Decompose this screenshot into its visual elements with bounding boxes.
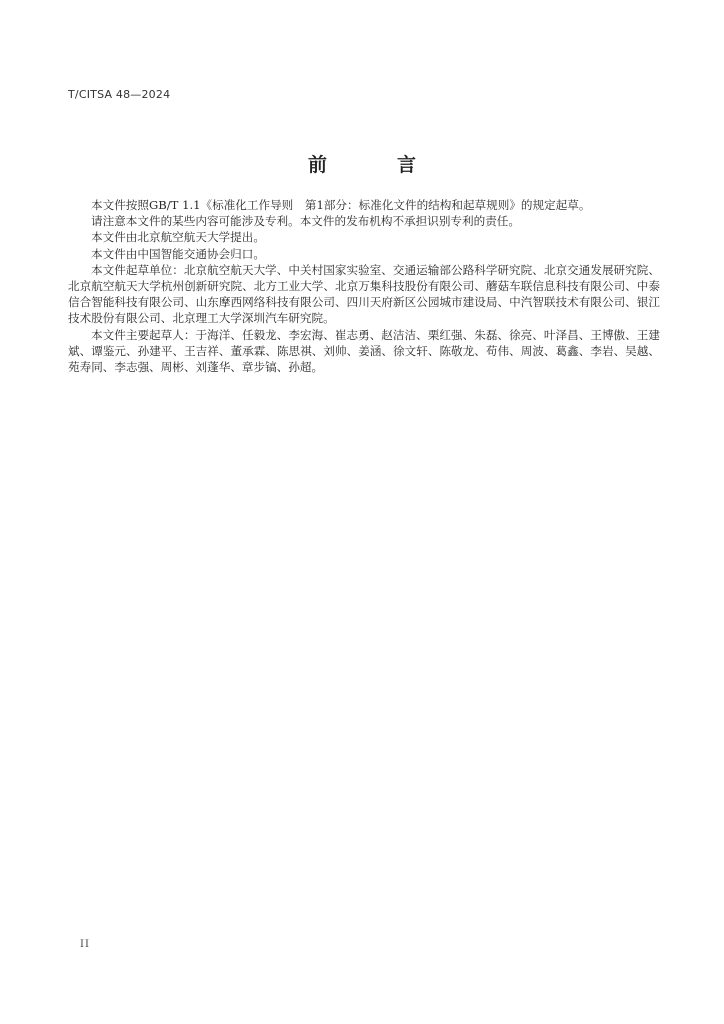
paragraph-main-drafters: 本文件主要起草人：于海洋、任毅龙、李宏海、崔志勇、赵洁洁、栗红强、朱磊、徐亮、叶泽昌、王博傲、王建斌、谭鉴元、孙建平、王吉祥、董承霖、陈思祺、刘帅、姜涵、徐文轩、陈敬龙、苟伟、周波、葛鑫、李岩、吴越、苑寿同、李志强、周彬、刘蓬华、章步镐、孙超。 xyxy=(68,327,660,375)
paragraph-patent-notice: 请注意本文件的某些内容可能涉及专利。本文件的发布机构不承担识别专利的责任。 xyxy=(91,214,520,229)
page-number: II xyxy=(80,939,90,950)
title-char-2: 言 xyxy=(397,154,417,176)
title-char-1: 前 xyxy=(307,154,327,176)
standard-code: T/CITSA 48—2024 xyxy=(68,88,171,101)
paragraph-drafting-units: 本文件起草单位：北京航空航天大学、中关村国家实验室、交通运输部公路科学研究院、北京交通发展研究院、北京航空航天大学杭州创新研究院、北方工业大学、北京万集科技股份有限公司、蘑菇车联信息科技有限公司、中泰信合智能科技有限公司、山东摩西网络科技有限公司、四川天府新区公园城市建设局、中汽智联技术有限公司、银江技术股份有限公司、北京理工大学深圳汽车研究院。 xyxy=(68,262,660,326)
foreword-body xyxy=(68,197,660,375)
paragraph-drafting-rules: 本文件按照GB/T 1.1《标准化工作导则 第1部分：标准化文件的结构和起草规则》的规定起草。 xyxy=(91,198,591,212)
paragraph-administrator: 本文件由中国智能交通协会归口。 xyxy=(91,246,265,261)
page-title xyxy=(0,150,724,177)
paragraph-proposer: 本文件由北京航空航天大学提出。 xyxy=(91,230,265,245)
